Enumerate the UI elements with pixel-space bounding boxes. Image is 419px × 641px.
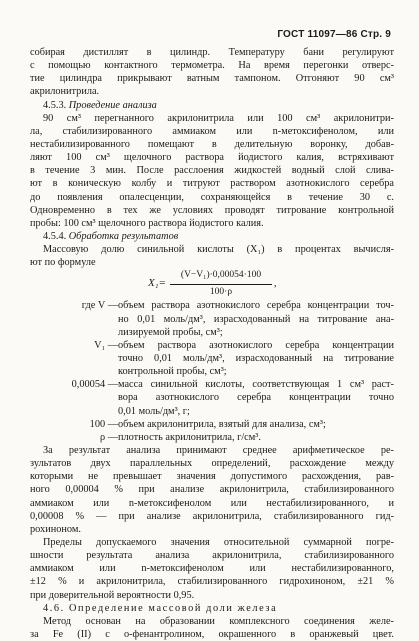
definition-term: 0,00054 — [71, 379, 118, 391]
section-heading-4-5-3 [30, 99, 394, 112]
text-line: до появления опалесценции, сохраняющейся в течение 30 с. [30, 191, 394, 203]
section-number: 4.5.4. [43, 230, 67, 242]
text-line: в течение 3 мин. После расслоения жидкостей водный слой слива- [30, 165, 394, 177]
text-line: ного 0,00004 % при анализе акрилонитрила, стабилизированного [30, 484, 394, 496]
definition-text [118, 299, 394, 338]
document-body [30, 46, 394, 641]
definition-text [118, 418, 394, 431]
text-line: Пределы допускаемого значения относительной суммарной погре- [43, 536, 394, 548]
definition-text [118, 378, 394, 417]
text-line: аммиаком или n-метоксифенолом или нестабилизированного, и [30, 497, 394, 509]
text-line: 0,01 моль/дм³, г; [118, 405, 190, 417]
formula-comma: , [274, 278, 277, 290]
text-line: при доверительной вероятности 0,95. [30, 589, 195, 601]
definition-item [30, 431, 394, 444]
formula-lhs: X₁= [148, 277, 166, 290]
definition-term: ρ — [99, 431, 118, 443]
text-line: тие цилиндра прикрывают ватным тампоном. Отгоняют 90 см³ [30, 73, 394, 85]
text-line: точно 0,01 моль/дм³, израсходованный на титрование [118, 352, 394, 364]
text-line: Метод основан на образовании комплексного соединения желе- [43, 615, 394, 627]
section-heading-4-6: 4.6. Определение массовой доли железа [43, 602, 278, 614]
section-heading-4-5-4 [30, 230, 394, 243]
definition-item [30, 418, 394, 431]
text-line: но 0,01 моль/дм³, израсходованный на титрование ана- [118, 313, 394, 325]
text-line: лизируемой пробы, см³; [118, 326, 223, 338]
definition-term: V₁ — [94, 339, 118, 351]
formula-denominator: 100·ρ [209, 286, 233, 297]
text-line: Массовую долю синильной кислоты (X₁) в процентах вычисля- [43, 244, 394, 256]
text-line: Одновременно в тех же условиях проводят титрование контрольной [30, 204, 394, 216]
text-line: объем раствора азотнокислого серебра концентрации [118, 339, 394, 351]
text-line: которыми не превышает значения допустимого расхождения, рав- [30, 471, 394, 483]
text-line: ±12 % и акрилонитрила, стабилизированного гидрохиноном, ±21 % [30, 576, 394, 588]
definition-item [30, 378, 394, 417]
definition-term: 100 — [89, 418, 118, 430]
definition-text [118, 339, 394, 378]
text-line: объем акрилонитрила, взятый для анализа, см³; [118, 418, 326, 430]
text-line: акрилонитрила. [30, 86, 100, 98]
definition-term: где V — [81, 300, 118, 312]
text-line: нестабилизированного помещают в делительную воронку, добав- [30, 138, 394, 150]
definitions-list [30, 299, 394, 444]
text-line: собирая дистиллят в цилиндр. Температуру бани регулируют [30, 47, 394, 58]
text-line: зультатов двух параллельных определений, расхождение между [30, 458, 394, 470]
definition-item [30, 339, 394, 378]
text-line: объем раствора азотнокислого серебра концентрации точ- [118, 300, 394, 312]
text-line: рохиноном. [30, 523, 81, 535]
text-line: За результат анализа принимают среднее арифметическое ре- [43, 444, 394, 456]
text-line: контрольной пробы, см³; [118, 366, 227, 378]
text-line: шности результата анализа акрилонитрила, стабилизированного [30, 550, 394, 562]
formula-numerator: (V−V₁)·0,00054·100 [170, 269, 272, 284]
formula [30, 269, 394, 299]
text-line: за Fe (II) с о-фенантролином, окрашенного в оранжевый цвет. [30, 628, 394, 640]
text-line: ют в коническую колбу и титруют раствором азотнокислого серебра [30, 178, 394, 190]
text-line: 0,00008 % — при анализе акрилонитрила, стабилизированного гид- [30, 510, 394, 522]
section-number: 4.5.3. [43, 99, 67, 111]
text-line: плотность акрилонитрила, г/см³. [118, 431, 261, 443]
text-line: пробы: 100 см³ щелочного раствора йодистого калия. [30, 217, 264, 229]
text-line: 90 см³ перегнанного акрилонитрила или 100 см³ акрилонитри- [43, 112, 394, 124]
text-line: ляют 100 см³ щелочного раствора йодистого калия, встряхивают [30, 152, 394, 164]
definition-item [30, 299, 394, 338]
text-line: ла, стабилизированного аммиаком или n-метоксифенолом, или [30, 125, 394, 137]
formula-fraction [170, 269, 272, 298]
text-line: с помощью контактного термометра. На время перегонки отверс- [30, 60, 394, 72]
text-line: вора азотнокислого серебра концентрации точно [118, 392, 394, 404]
text-line: аммиаком или n-метоксифенолом или нестабилизированного, [30, 563, 394, 575]
section-title: Обработка результатов [68, 230, 179, 242]
page-header: ГОСТ 11097—86 Стр. 9 [277, 29, 391, 40]
text-line: масса синильной кислоты, соответствующая 1 см³ раст- [118, 379, 394, 391]
section-title: Проведение анализа [68, 99, 157, 111]
text-line: ют по формуле [30, 257, 96, 269]
definition-text [118, 431, 394, 444]
